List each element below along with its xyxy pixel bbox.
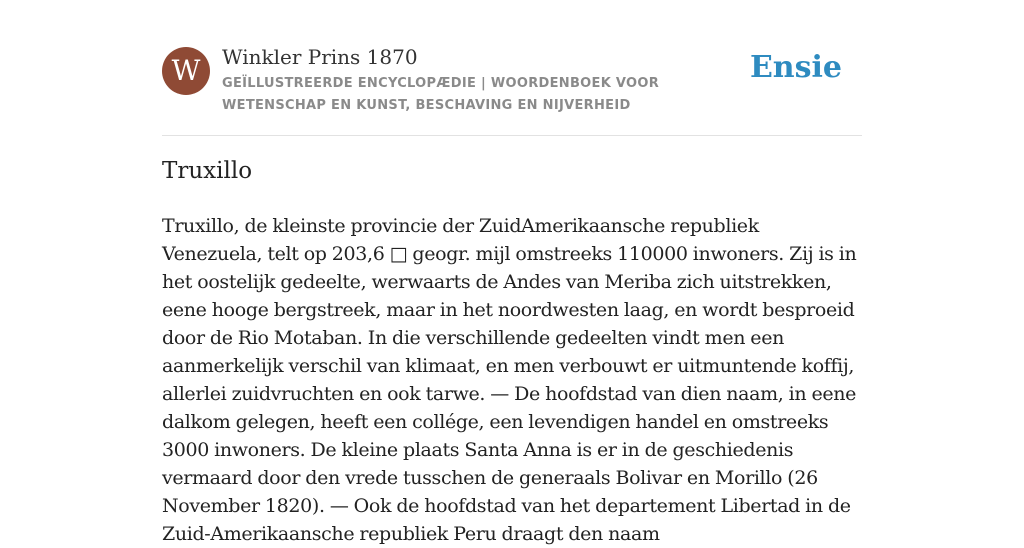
- source-avatar[interactable]: W: [162, 47, 210, 95]
- source-title[interactable]: Winkler Prins 1870: [222, 45, 418, 69]
- ensie-logo-link[interactable]: Ensie: [749, 50, 842, 85]
- source-subtitle: GEÏLLUSTREERDE ENCYCLOPÆDIE | WOORDENBOEK VOOR WETENSCHAP EN KUNST, BESCHAVING EN NIJVERHEID: [222, 76, 660, 113]
- entry-body: Truxillo, de kleinste provincie der ZuidAmerikaansche republiek Venezuela, telt op 203,6 □ geogr. mijl omstreeks 110000 inwoners. Zij is in het oostelijk gedeelte, werwaarts de Andes van Meriba zich uitstrekken, eene hooge bergstreek, maar in het noordwesten laag, en wordt besproeid door de Rio Motaban. In die verschillende gedeelten vindt men een aanmerkelijk verschil van klimaat, en men verbouwt er uitmuntende koffij, allerlei zuidvruchten en ook tarwe. — De hoofdstad van dien naam, in eene dalkom gelegen, heeft een collége, een levendigen handel en omstreeks 3000 inwoners. De kleine plaats Santa Anna is er in de geschiedenis vermaard door den vrede tusschen de generaals Bolivar en Morillo (26 November 1820). — Ook de hoofdstad van het departement Libertad in de Zuid-Amerikaansche republiek Peru draagt den naam: [162, 215, 857, 545]
- entry-title: Truxillo: [162, 158, 253, 184]
- header-divider: [162, 135, 862, 136]
